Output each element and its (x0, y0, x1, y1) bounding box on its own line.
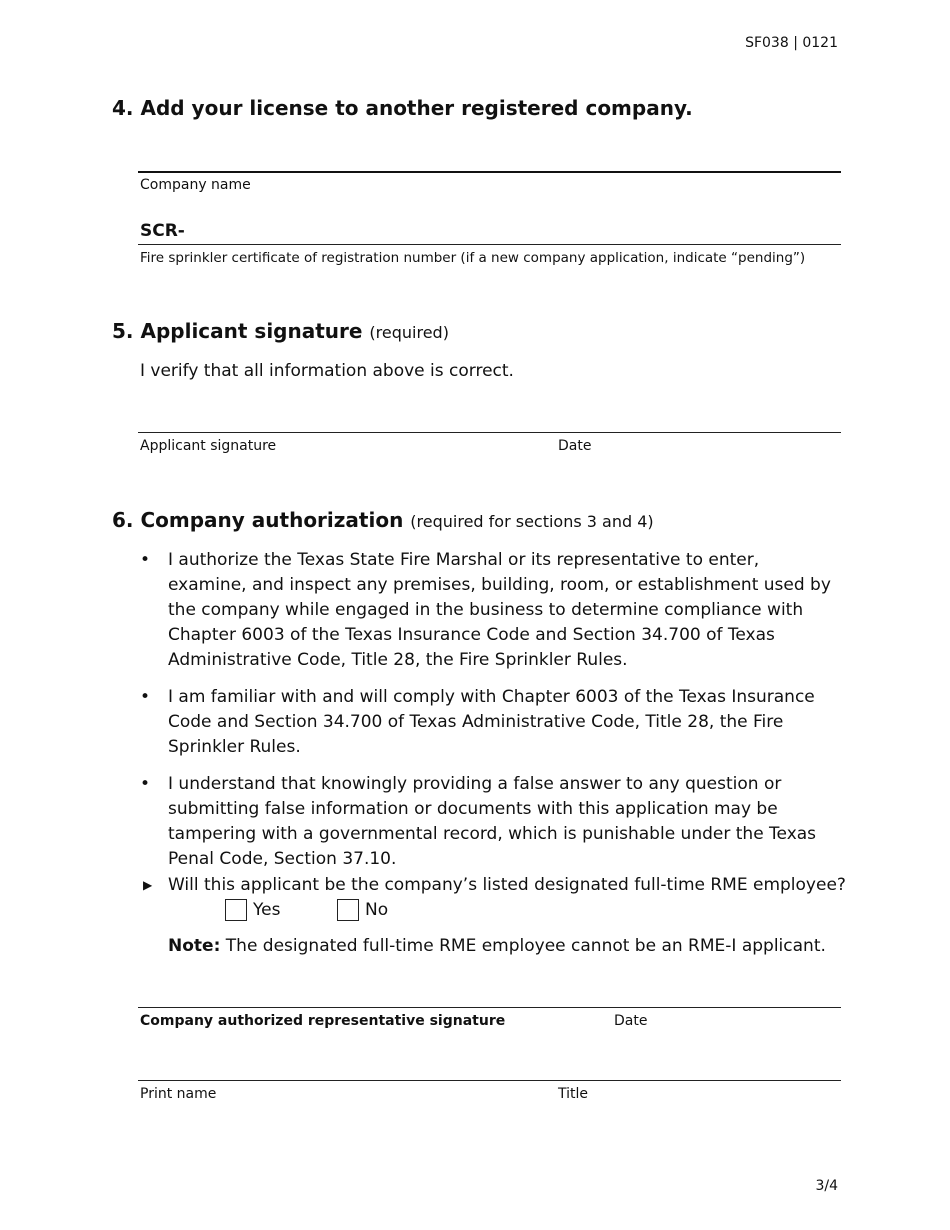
registration-number-label: Fire sprinkler certificate of registration number (if a new company application, indicate “pending”) (140, 250, 806, 266)
authorization-text-3: I understand that knowingly providing a false answer to any question or submitting false information or documents with this application may be tampering with a governmental record, which is punishable under the Texas Penal Code, Section 37.10. (168, 774, 817, 869)
registration-number-line[interactable] (138, 244, 841, 245)
bullet-icon: • (140, 687, 151, 707)
title-label: Title (558, 1086, 589, 1102)
applicant-date-label: Date (558, 438, 592, 454)
company-name-line[interactable] (138, 171, 841, 173)
applicant-signature-line[interactable] (138, 432, 841, 433)
section-5-required-note: (required) (369, 323, 449, 342)
rep-date-label: Date (614, 1013, 648, 1029)
company-name-label: Company name (140, 177, 251, 193)
authorization-text-2: I am familiar with and will comply with Chapter 6003 of the Texas Insurance Code and Section 34.700 of Texas Administrative Code, Title 28, the Fire Sprinkler Rules. (168, 687, 815, 757)
rep-signature-line[interactable] (138, 1007, 841, 1008)
rme-note (168, 936, 826, 956)
section-6-heading (112, 508, 654, 532)
authorization-text-1: I authorize the Texas State Fire Marshal or its representative to enter, examine, and inspect any premises, building, room, or establishment used by the company while engaged in the business to determine compliance with Chapter 6003 of the Texas Insurance Code and Section 34.700 of Texas Administrative Code, Title 28, the Fire Sprinkler Rules. (168, 550, 831, 670)
rme-question: Will this applicant be the company’s listed designated full-time RME employee? (168, 875, 846, 895)
applicant-signature-label: Applicant signature (140, 438, 277, 454)
list-item (138, 548, 843, 673)
section-5-heading (112, 319, 449, 343)
section-6-title: 6. Company authorization (112, 508, 404, 532)
no-checkbox[interactable] (337, 899, 359, 921)
no-label: No (365, 900, 389, 920)
note-text: The designated full-time RME employee cannot be an RME-I applicant. (225, 936, 826, 956)
form-code: SF038 | 0121 (745, 35, 838, 51)
authorization-list (138, 548, 843, 884)
section-4-heading: 4. Add your license to another registered company. (112, 96, 693, 120)
scr-prefix: SCR- (140, 221, 185, 241)
page-number: 3/4 (815, 1178, 838, 1194)
print-name-line[interactable] (138, 1080, 841, 1081)
section-6-required-note: (required for sections 3 and 4) (410, 512, 654, 531)
yes-label: Yes (253, 900, 281, 920)
note-label: Note: (168, 936, 221, 956)
list-item (138, 685, 843, 760)
verify-statement: I verify that all information above is correct. (140, 361, 514, 381)
print-name-label: Print name (140, 1086, 217, 1102)
play-arrow-icon: ▶ (143, 878, 153, 892)
section-5-title: 5. Applicant signature (112, 319, 363, 343)
bullet-icon: • (140, 774, 151, 794)
bullet-icon: • (140, 550, 151, 570)
yes-checkbox[interactable] (225, 899, 247, 921)
rep-signature-label: Company authorized representative signature (140, 1013, 506, 1029)
list-item (138, 772, 843, 872)
